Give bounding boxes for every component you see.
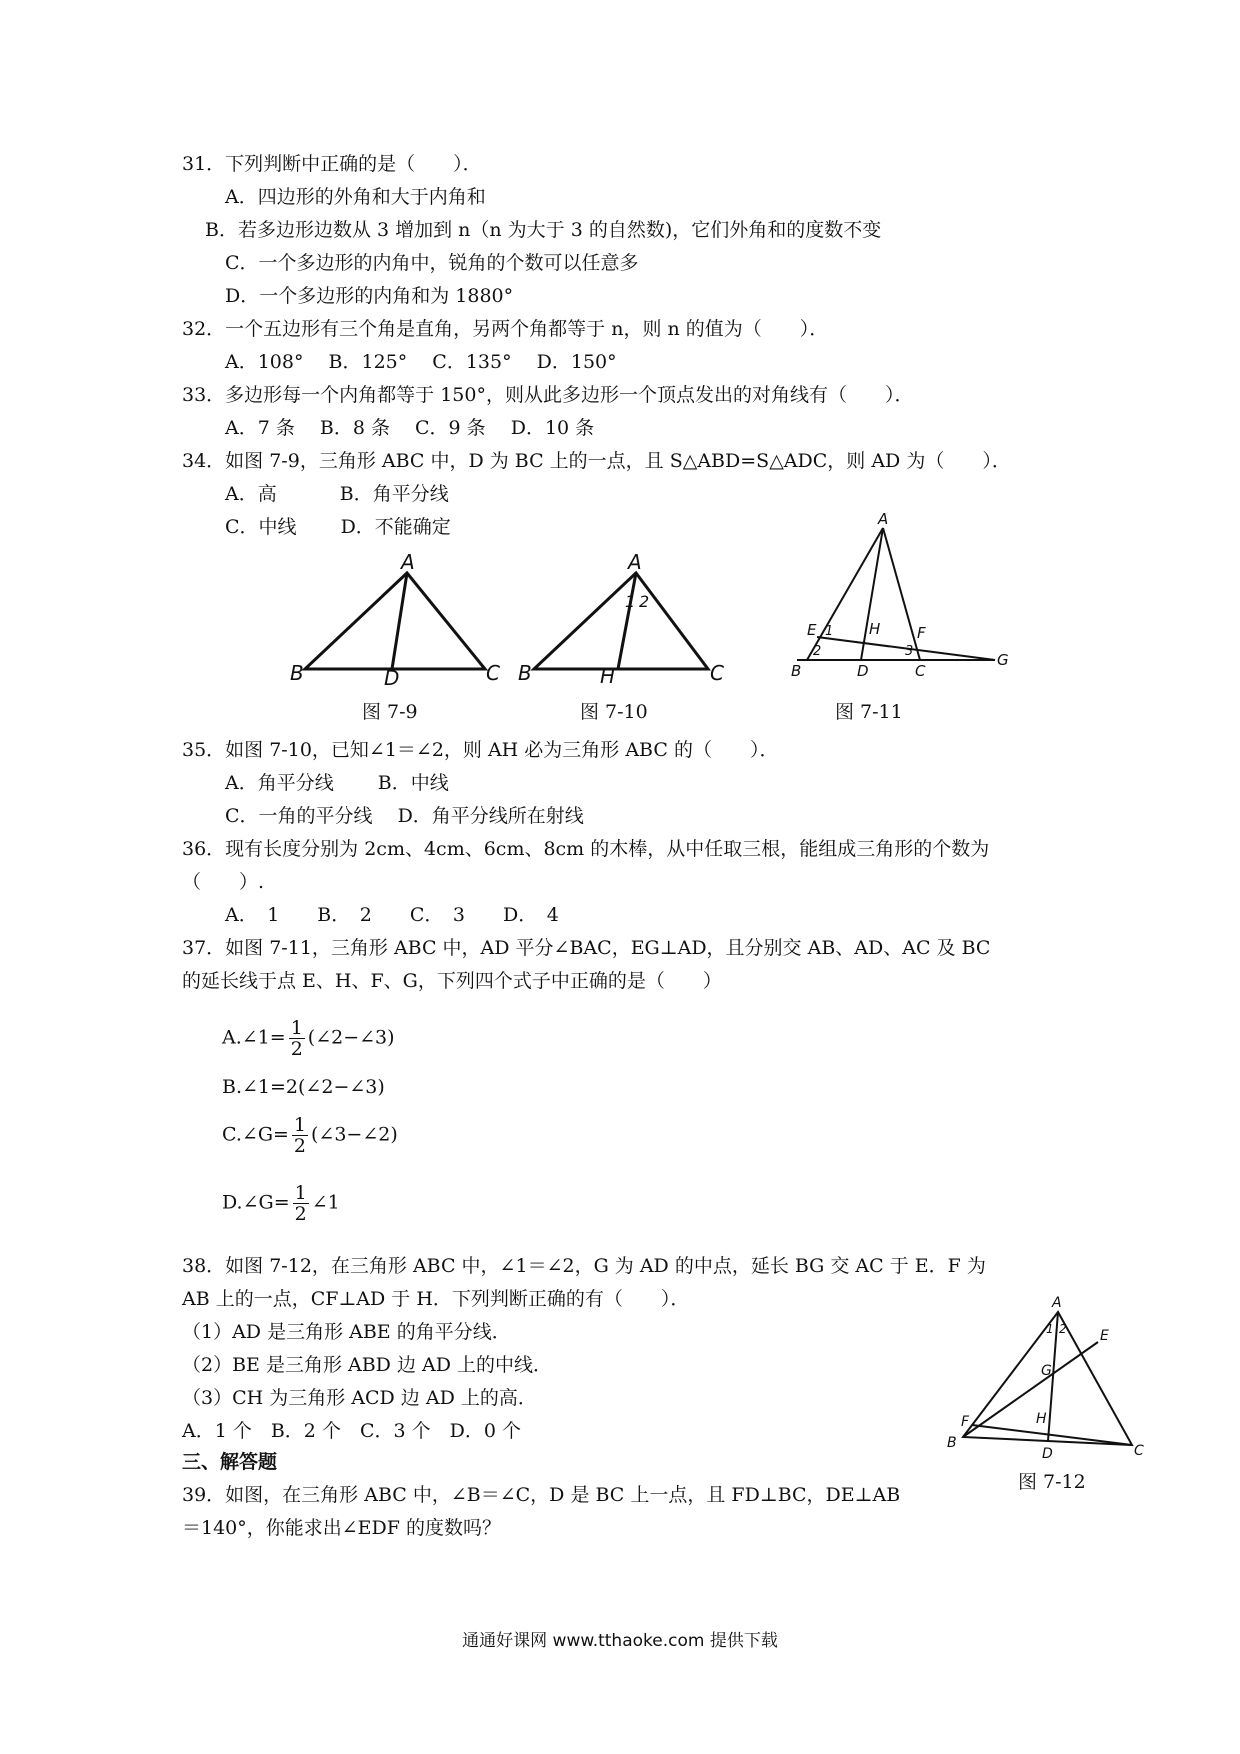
- q31-option-c: C．一个多边形的内角中，锐角的个数可以任意多: [225, 252, 639, 274]
- q37-stem: 37．如图 7-11，三角形 ABC 中，AD 平分∠BAC，EG⊥AD，且分别交 AB、AD、AC 及 BC: [182, 937, 991, 959]
- label-b: B: [791, 662, 802, 680]
- q37-option-c-tail: (∠3−∠2): [311, 1123, 398, 1146]
- q32-stem: 32．一个五边形有三个角是直角，另两个角都等于 n，则 n 的值为（ ）．: [182, 318, 829, 340]
- fraction: $\frac{1}{2}$: [290, 1017, 303, 1060]
- label-a: A: [1052, 1295, 1062, 1311]
- page-footer: 通通好课网 www.tthaoke.com 提供下载: [462, 1631, 778, 1651]
- q31-option-b: B．若多边形边数从 3 增加到 n（n 为大于 3 的自然数)，它们外角和的度数不变: [205, 219, 882, 241]
- q31-option-d: D．一个多边形的内角和为 1880°: [225, 285, 514, 307]
- q38-stem-cont: AB 上的一点，CF⊥AD 于 H．下列判断正确的有（ ）．: [182, 1288, 690, 1310]
- section-heading: 三、解答题: [182, 1451, 278, 1473]
- q39-stem-cont: ＝140°，你能求出∠EDF 的度数吗？: [182, 1517, 502, 1539]
- fraction: $\frac{1}{2}$: [294, 1182, 307, 1225]
- caption-figure-7-10: 图 7-10: [580, 701, 648, 723]
- q37-option-c-lead: C.∠G=: [222, 1123, 289, 1146]
- angle-label-2: 2: [639, 592, 650, 611]
- label-d: D: [384, 666, 400, 690]
- label-h: H: [1036, 1411, 1047, 1427]
- q37-option-a-lead: A.∠1=: [222, 1026, 286, 1049]
- angle-label-1: 1: [825, 624, 834, 639]
- caption-figure-7-12: 图 7-12: [1018, 1471, 1086, 1493]
- q35-options-ab: A．角平分线 B．中线: [225, 772, 449, 794]
- q35-options-cd: C．一角的平分线 D．角平分线所在射线: [225, 805, 584, 827]
- label-f: F: [961, 1414, 970, 1430]
- q37-option-b: B.∠1=2(∠2−∠3): [222, 1076, 385, 1098]
- label-g: G: [1041, 1363, 1052, 1379]
- q33-options: A．7 条 B．8 条 C．9 条 D．10 条: [225, 417, 595, 439]
- q31-stem: 31．下列判断中正确的是（ ）．: [182, 153, 482, 175]
- label-a: A: [878, 510, 889, 528]
- q36-stem-cont: （ ）.: [182, 871, 265, 893]
- label-h: H: [869, 620, 881, 638]
- label-c: C: [710, 661, 724, 685]
- label-a: A: [628, 550, 642, 574]
- label-e: E: [1100, 1328, 1109, 1344]
- angle-label-1: 1: [1046, 1322, 1054, 1336]
- q37-option-d-lead: D.∠G=: [222, 1191, 290, 1214]
- q37-option-d: [222, 1183, 340, 1224]
- label-a: A: [401, 550, 415, 574]
- q37-option-c: [222, 1115, 398, 1156]
- figure-7-10: [518, 550, 728, 688]
- figure-7-11: [785, 510, 1010, 690]
- angle-label-2: 2: [1059, 1322, 1067, 1336]
- label-d: D: [1042, 1446, 1053, 1462]
- q37-option-a-tail: (∠2−∠3): [307, 1026, 395, 1049]
- label-f: F: [917, 624, 926, 642]
- label-d: D: [857, 662, 869, 680]
- angle-label-3: 3: [905, 644, 914, 659]
- q34-options-ab: A．高 B．角平分线: [225, 483, 449, 505]
- q38-stem: 38．如图 7-12，在三角形 ABC 中，∠1＝∠2，G 为 AD 的中点，延长 BG 交 AC 于 E．F 为: [182, 1255, 986, 1277]
- q38-statement-2: （2）BE 是三角形 ABD 边 AD 上的中线．: [182, 1354, 552, 1376]
- q38-statement-1: （1）AD 是三角形 ABE 的角平分线．: [182, 1321, 511, 1343]
- label-c: C: [1134, 1443, 1144, 1459]
- q35-stem: 35．如图 7-10，已知∠1＝∠2，则 AH 必为三角形 ABC 的（ ）．: [182, 739, 779, 761]
- q37-option-a: [222, 1018, 395, 1059]
- q36-options: A． 1 B． 2 C． 3 D． 4: [225, 904, 559, 926]
- q38-options: A．1 个 B．2 个 C．3 个 D．0 个: [182, 1420, 521, 1442]
- q32-options: A．108° B．125° C．135° D．150°: [225, 351, 617, 373]
- label-e: E: [807, 621, 817, 639]
- label-c: C: [486, 661, 500, 685]
- label-b: B: [290, 661, 304, 685]
- caption-figure-7-9: 图 7-9: [362, 701, 418, 723]
- label-h: H: [600, 664, 616, 688]
- q34-options-cd: C．中线 D．不能确定: [225, 516, 451, 538]
- label-c: C: [915, 662, 926, 680]
- figure-7-12: [945, 1290, 1145, 1465]
- q33-stem: 33．多边形每一个内角都等于 150°，则从此多边形一个顶点发出的对角线有（ ）．: [182, 384, 914, 406]
- figure-7-9: [290, 550, 500, 690]
- label-b: B: [947, 1435, 957, 1451]
- q31-option-a: A．四边形的外角和大于内角和: [225, 186, 486, 208]
- q39-stem: 39．如图，在三角形 ABC 中，∠B＝∠C，D 是 BC 上一点，且 FD⊥BC，DE⊥AB: [182, 1484, 901, 1506]
- angle-label-1: 1: [625, 592, 636, 611]
- label-b: B: [518, 661, 532, 685]
- angle-label-2: 2: [813, 644, 822, 659]
- q37-option-d-tail: ∠1: [311, 1191, 340, 1214]
- q36-stem: 36．现有长度分别为 2cm、4cm、6cm、8cm 的木棒，从中任取三根，能组成三角形的个数为: [182, 838, 990, 860]
- fraction: $\frac{1}{2}$: [293, 1114, 307, 1157]
- q37-stem-cont: 的延长线于点 E、H、F、G，下列四个式子中正确的是（ ）: [182, 970, 722, 992]
- label-g: G: [997, 651, 1009, 669]
- caption-figure-7-11: 图 7-11: [835, 701, 903, 723]
- q38-statement-3: （3）CH 为三角形 ACD 边 AD 上的高．: [182, 1387, 537, 1409]
- q34-stem: 34．如图 7-9，三角形 ABC 中，D 为 BC 上的一点，且 S△ABD=S△ADC，则 AD 为（ ）．: [182, 450, 1011, 472]
